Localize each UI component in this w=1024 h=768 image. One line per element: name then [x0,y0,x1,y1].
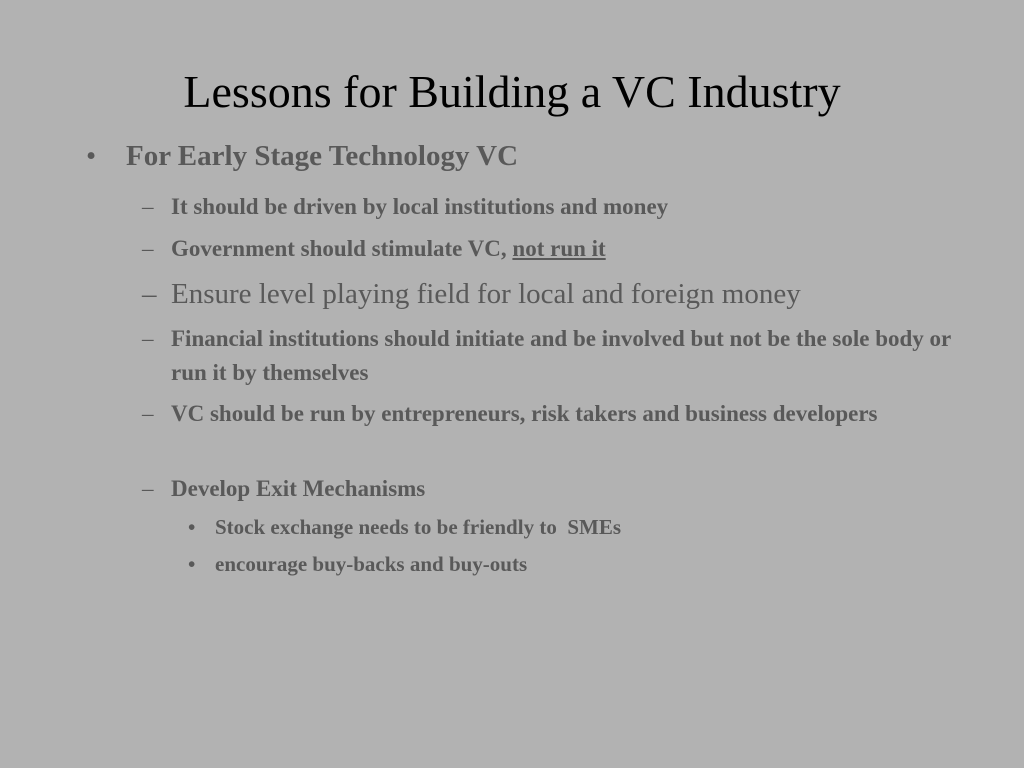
sub-bullet-level-playing-field [142,276,962,312]
bullet-text: For Early Stage Technology VC [126,140,519,172]
bullet-marker: • [188,552,196,576]
sub-sub-bullet-stock-exchange [188,512,948,542]
sub-bullet-exit-mechanisms [142,472,962,506]
sub-sub-bullet-text: Stock exchange needs to be friendly to SMEs [215,515,621,539]
bullet-marker: • [86,140,97,172]
sub-sub-bullet-text: encourage buy-backs and buy-outs [215,552,528,576]
dash-marker: – [142,236,154,261]
slide-title: Lessons for Building a VC Industry [183,66,841,117]
sub-bullet-text [171,232,962,266]
sub-bullet-entrepreneurs [142,397,962,431]
sub-bullet-text: Develop Exit Mechanisms [171,476,426,501]
dash-marker: – [142,194,154,219]
sub-bullet-government [142,232,962,266]
dash-marker: – [142,278,157,310]
sub-sub-bullet-buy-backs [188,549,948,579]
sub-bullet-text: VC should be run by entrepreneurs, risk takers and business developers [171,401,878,426]
bullet-marker: • [188,515,196,539]
sub-bullet-text: Financial institutions should initiate and be involved but not be the sole body or run it by themselves [171,326,951,385]
sub-bullet-local-institutions [142,190,962,224]
dash-marker: – [142,476,154,501]
sub-bullet-text-plain: Government should stimulate VC, [171,236,513,261]
underlined-text: not run it [512,236,606,261]
sub-bullet-text: It should be driven by local institutions and money [171,194,669,219]
dash-marker: – [142,401,154,426]
dash-marker: – [142,326,154,351]
bullet-early-stage-vc [86,137,966,175]
sub-bullet-financial-institutions [142,322,962,390]
sub-bullet-text: Ensure level playing field for local and foreign money [171,278,801,310]
